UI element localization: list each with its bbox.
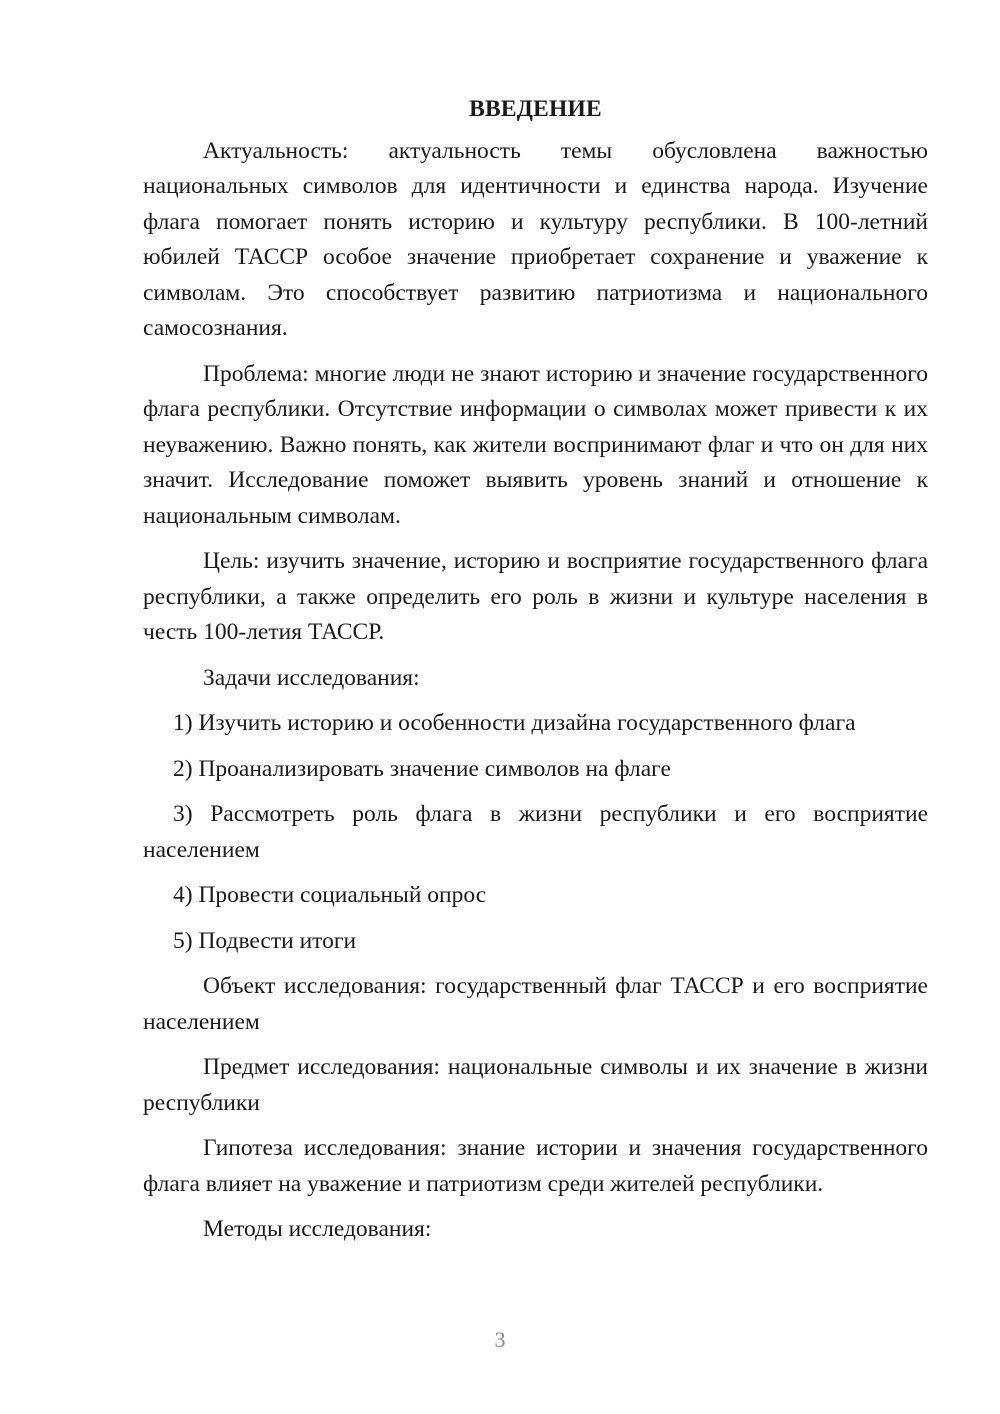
task-item-4: 4) Провести социальный опрос [173, 882, 487, 908]
problem-paragraph: Проблема: многие люди не знают историю и значение государственного флага республики. Отсутствие информации о символах может привести к их неуважению. Важно понять, как жители воспринимают флаг и что он для них значит. Исследование поможет выявить уровень знаний и отношение к национальным символам. [143, 360, 928, 529]
page-number: 3 [494, 1327, 506, 1352]
goal-paragraph: Цель: изучить значение, историю и восприятие государственного флага республики, а также определить его роль в жизни и культуре населения в честь 100-летия ТАССР. [143, 548, 928, 645]
subject-paragraph: Предмет исследования: национальные символы и их значение в жизни республики [143, 1054, 928, 1116]
relevance-paragraph: Актуальность: актуальность темы обусловлена важностью национальных символов для идентичности и единства народа. Изучение флага помогает понять историю и культуру республики. В 100-летний юбилей ТАССР особое значение приобретает сохранение и уважение к символам. Это способствует развитию патриотизма и национального самосознания. [143, 137, 928, 341]
methods-heading: Методы исследования: [203, 1216, 432, 1242]
tasks-heading: Задачи исследования: [203, 664, 420, 691]
hypothesis-paragraph: Гипотеза исследования: знание истории и значения государственного флага влияет на уважение и патриотизм среди жителей республики. [143, 1135, 928, 1197]
task-item-1: 1) Изучить историю и особенности дизайна государственного флага [173, 710, 856, 736]
page-content [143, 92, 928, 1258]
section-heading: ВВЕДЕНИЕ [469, 96, 602, 122]
task-item-2: 2) Проанализировать значение символов на флаге [173, 755, 671, 782]
task-item-3: 3) Рассмотреть роль флага в жизни республики и его восприятие населением [143, 801, 928, 863]
task-item-5: 5) Подвести итоги [173, 927, 357, 954]
object-paragraph: Объект исследования: государственный флаг ТАССР и его восприятие населением [143, 973, 928, 1035]
